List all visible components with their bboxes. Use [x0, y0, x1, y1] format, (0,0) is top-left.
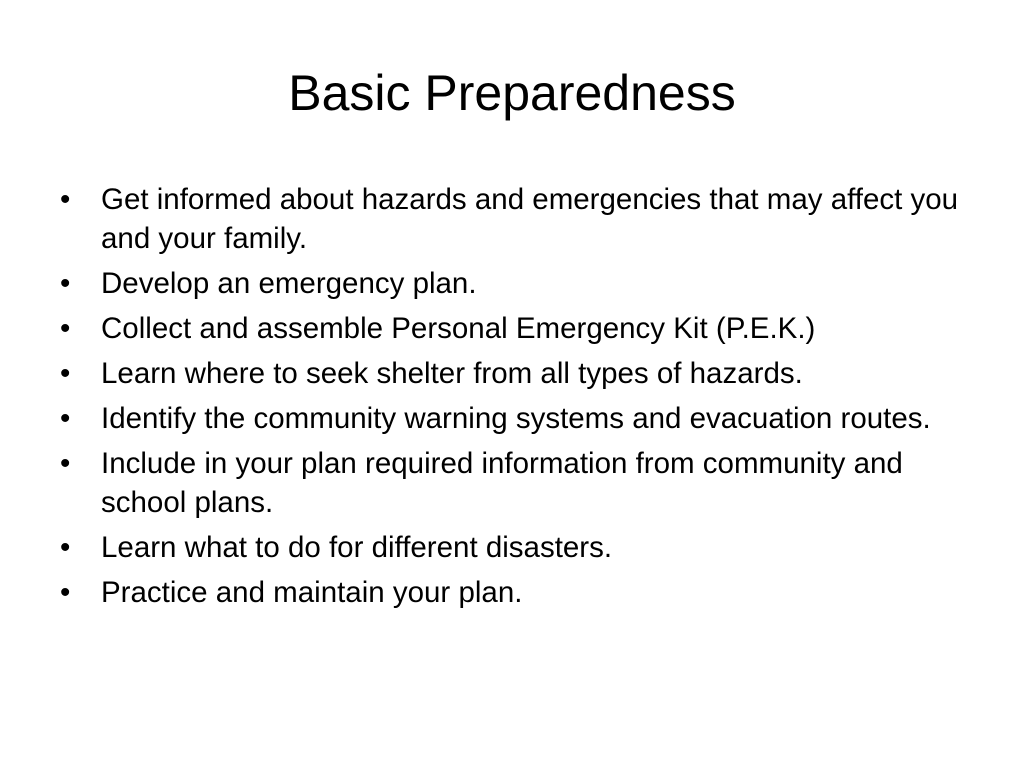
bullet-item: [60, 264, 980, 303]
bullet-icon: •: [60, 312, 71, 345]
bullet-icon: •: [60, 447, 71, 480]
bullet-item: [60, 309, 980, 348]
bullet-text: Develop an emergency plan.: [101, 267, 477, 300]
bullet-list: [60, 180, 980, 618]
bullet-icon: •: [60, 183, 71, 216]
bullet-item: [60, 444, 980, 522]
bullet-icon: •: [60, 402, 71, 435]
bullet-text: Learn where to seek shelter from all types of hazards.: [101, 357, 803, 390]
bullet-text: Include in your plan required information from community and school plans.: [101, 447, 903, 519]
bullet-icon: •: [60, 531, 71, 564]
bullet-text: Collect and assemble Personal Emergency Kit (P.E.K.): [101, 312, 816, 345]
bullet-icon: •: [60, 576, 71, 609]
bullet-text: Identify the community warning systems and evacuation routes.: [101, 402, 931, 435]
bullet-icon: •: [60, 267, 71, 300]
bullet-icon: •: [60, 357, 71, 390]
bullet-text: Practice and maintain your plan.: [101, 576, 523, 609]
bullet-item: [60, 528, 980, 567]
bullet-text: Learn what to do for different disasters.: [101, 531, 613, 564]
bullet-item: [60, 180, 980, 258]
bullet-item: [60, 399, 980, 438]
bullet-text: Get informed about hazards and emergencies that may affect you and your family.: [101, 183, 959, 255]
bullet-item: [60, 573, 980, 612]
bullet-item: [60, 354, 980, 393]
slide-title: Basic Preparedness: [288, 65, 736, 121]
